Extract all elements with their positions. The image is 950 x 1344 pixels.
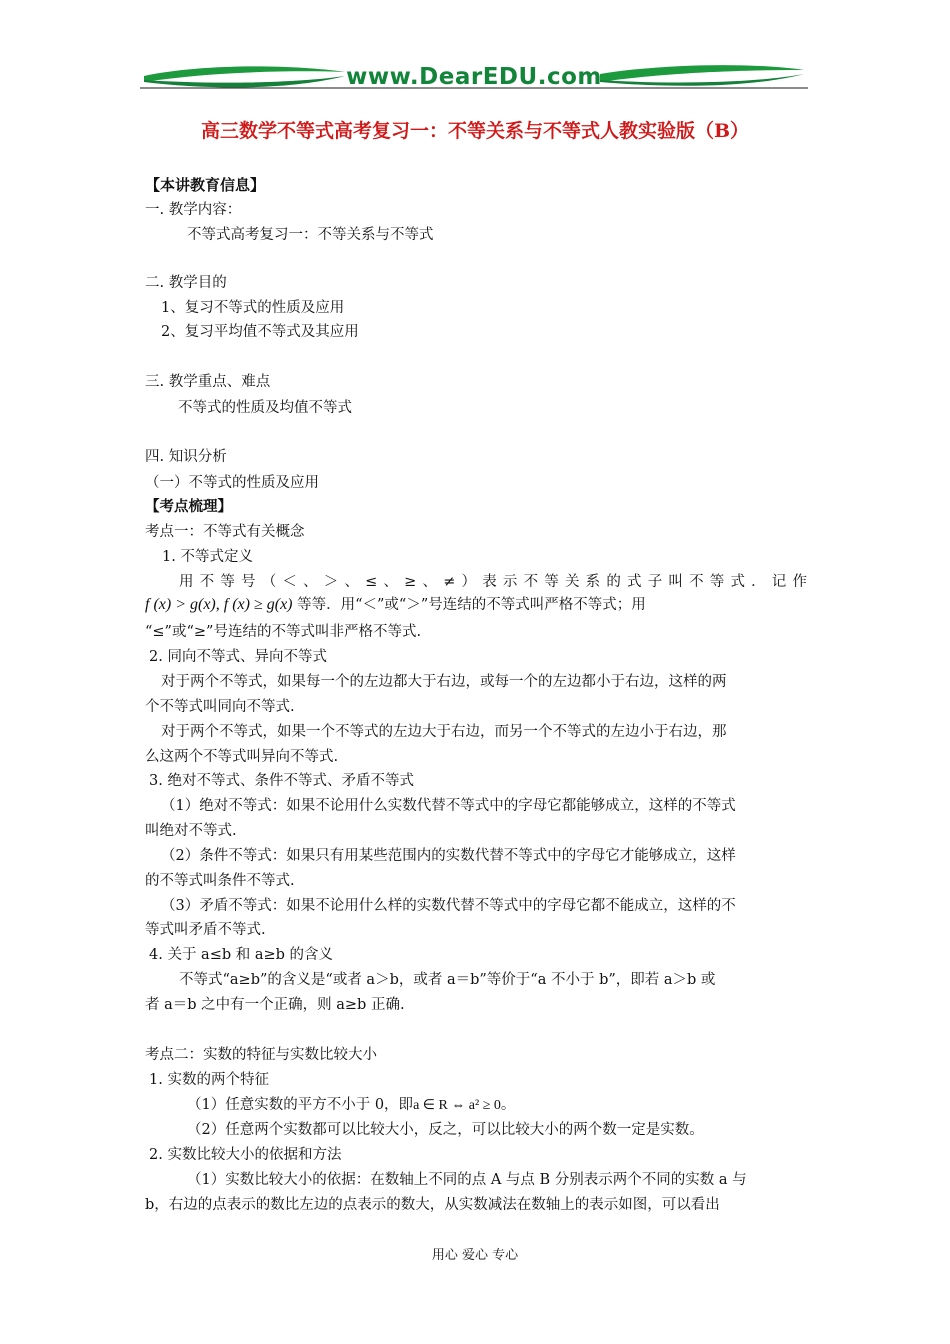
page-title: 高三数学不等式高考复习一：不等关系与不等式人教实验版（B） bbox=[200, 120, 750, 142]
site-logo-text: www.DearEDU.com bbox=[346, 64, 602, 90]
s3-heading: 三. 教学重点、难点 bbox=[145, 374, 271, 390]
p3-line: 等式叫矛盾不等式. bbox=[145, 922, 266, 938]
p2-line: 对于两个不等式，如果每一个的左边都大于右边，或每一个的左边都小于右边，这样的两 bbox=[161, 674, 727, 690]
p3-line: 叫绝对不等式. bbox=[145, 823, 237, 839]
p2-line: 个不等式叫同向不等式. bbox=[145, 699, 295, 715]
kp1-heading: 考点一：不等式有关概念 bbox=[145, 524, 305, 540]
page-footer: 用心 爱心 专心 bbox=[431, 1248, 519, 1263]
p3-line: 的不等式叫条件不等式. bbox=[145, 873, 295, 889]
p2-line: 么这两个不等式叫异向不等式. bbox=[145, 749, 339, 765]
section-header: 【本讲教育信息】 bbox=[145, 176, 266, 194]
s3-content: 不等式的性质及均值不等式 bbox=[178, 400, 352, 416]
q2-title: 2. 实数比较大小的依据和方法 bbox=[149, 1147, 342, 1163]
p4-line: 不等式“a≥b”的含义是“或者 a＞b，或者 a＝b”等价于“a 不小于 b”，即若 a＞b 或 bbox=[179, 972, 716, 988]
p1-line: “≤”或“≥”号连结的不等式叫非严格不等式. bbox=[145, 624, 422, 640]
p3-line: （2）条件不等式：如果只有用某些范围内的实数代替不等式中的字母它才能够成立，这样 bbox=[161, 848, 736, 864]
p1-title: 1. 不等式定义 bbox=[162, 549, 253, 565]
s2-item: 2、复习平均值不等式及其应用 bbox=[161, 324, 359, 340]
q1-line bbox=[187, 1095, 849, 1116]
s2-item: 1、复习不等式的性质及应用 bbox=[161, 300, 345, 316]
s4-heading: 四. 知识分析 bbox=[145, 449, 227, 465]
q1-line: （2）任意两个实数都可以比较大小，反之，可以比较大小的两个数一定是实数。 bbox=[187, 1122, 704, 1138]
q1-math: a ∈ R ⇔ a² ≥ 0 bbox=[413, 1098, 501, 1113]
p2-line: 对于两个不等式，如果一个不等式的左边大于右边，而另一个不等式的左边小于右边，那 bbox=[161, 724, 727, 740]
s4-subheading: （一）不等式的性质及应用 bbox=[145, 475, 319, 491]
q1-line-text: （1）任意实数的平方不小于 0，即 bbox=[187, 1097, 414, 1113]
p1-formula-line bbox=[145, 595, 807, 615]
p1-line-continued: 等等．用“＜”或“＞”号连结的不等式叫严格不等式；用 bbox=[297, 597, 646, 613]
s1-content: 不等式高考复习一：不等关系与不等式 bbox=[187, 227, 434, 243]
p4-line: 者 a＝b 之中有一个正确，则 a≥b 正确. bbox=[145, 997, 405, 1013]
s2-heading: 二. 教学目的 bbox=[145, 275, 227, 291]
kp2-heading: 考点二：实数的特征与实数比较大小 bbox=[145, 1047, 377, 1063]
q2-line: b，右边的点表示的数比左边的点表示的数大，从实数减法在数轴上的表示如图，可以看出 bbox=[145, 1197, 720, 1213]
s4-points-header: 【考点梳理】 bbox=[145, 498, 232, 515]
p3-title: 3. 绝对不等式、条件不等式、矛盾不等式 bbox=[149, 773, 414, 789]
p2-title: 2. 同向不等式、异向不等式 bbox=[149, 649, 327, 665]
p4-title: 4. 关于 a≤b 和 a≥b 的含义 bbox=[149, 947, 334, 963]
p1-formula: f (x) > g(x), f (x) ≥ g(x) bbox=[145, 596, 293, 613]
q1-line-end: 。 bbox=[500, 1097, 516, 1113]
q1-title: 1. 实数的两个特征 bbox=[149, 1072, 269, 1088]
p3-line: （1）绝对不等式：如果不论用什么实数代替不等式中的字母它都能够成立，这样的不等式 bbox=[161, 798, 736, 814]
q2-line: （1）实数比较大小的依据：在数轴上不同的点 A 与点 B 分别表示两个不同的实数 a 与 bbox=[187, 1172, 747, 1188]
p1-line: 用不等号（＜、＞、≤、≥、≠）表示不等关系的式子叫不等式．记作 bbox=[179, 574, 807, 590]
p3-line: （3）矛盾不等式：如果不论用什么样的实数代替不等式中的字母它都不能成立，这样的不 bbox=[161, 898, 736, 914]
header-banner bbox=[140, 62, 808, 96]
s1-heading: 一. 教学内容： bbox=[145, 202, 242, 218]
